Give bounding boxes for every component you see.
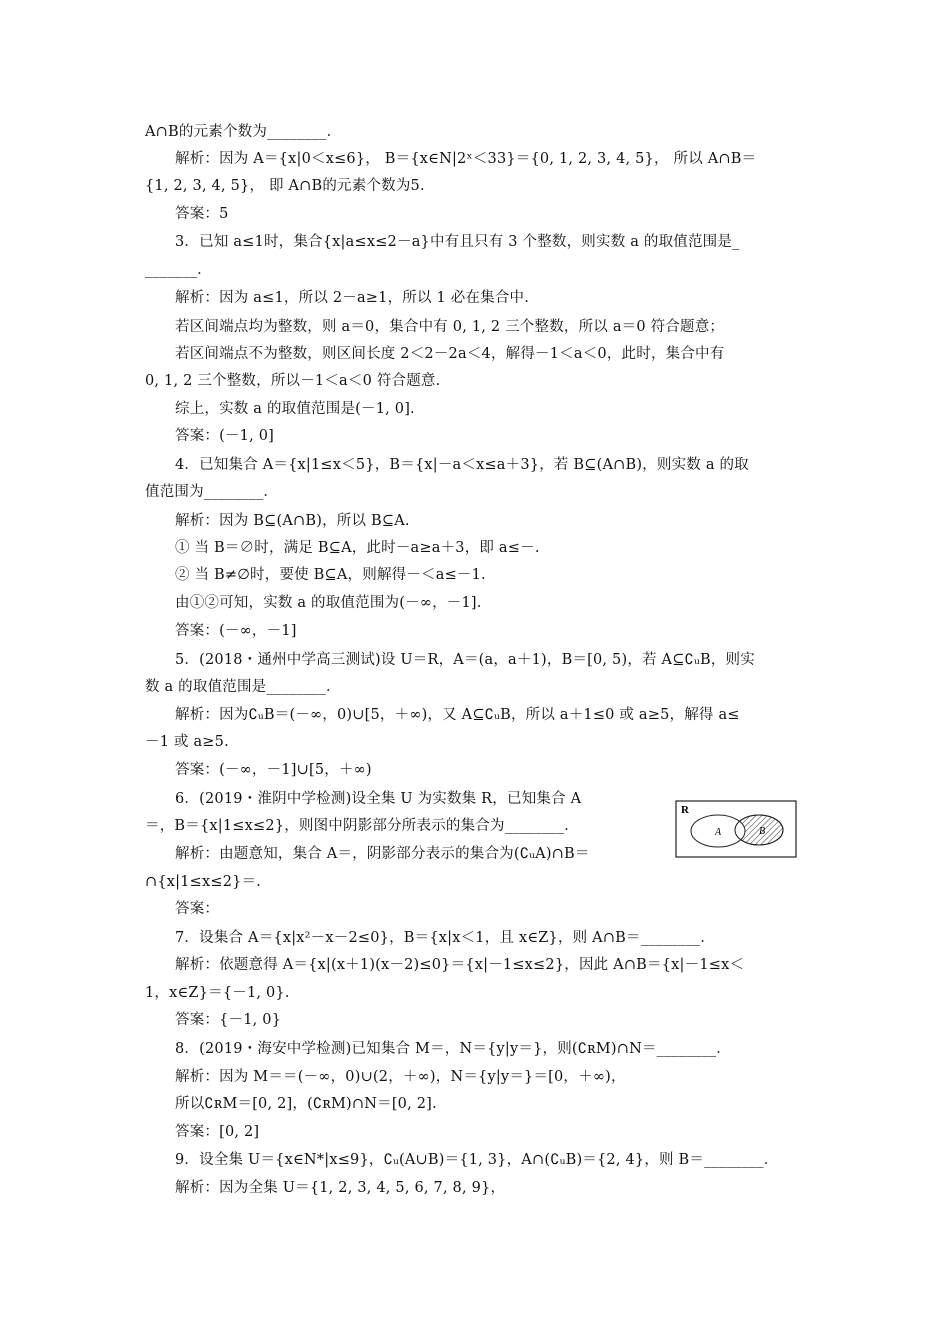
text-line: 由①②可知，实数 a 的取值范围为(－∞，－1]. [175,595,482,611]
text-line: 4．已知集合 A＝{x|1≤x＜5}，B＝{x|－a＜x≤a＋3}，若 B⊆(A∩B)，则实数 a 的取 [175,457,749,473]
text-line: 0, 1, 2 三个整数，所以－1＜a＜0 符合题意. [145,373,441,389]
text-line: ② 当 B≠∅时，要使 B⊆A，则解得－＜a≤－1. [175,567,486,583]
text-line: 答案：(－∞，－1] [175,623,297,639]
set-a-label: A [715,827,722,838]
text-line: 解析：依题意得 A＝{x|(x＋1)(x－2)≤0}＝{x|－1≤x≤2}，因此 A∩B＝{x|－1≤x＜ [175,957,745,973]
text-line: 值范围为________． [145,484,279,500]
text-line: {1, 2, 3, 4, 5}， 即 A∩B的元素个数为5. [145,178,425,194]
text-line: 5．(2018・通州中学高三测试)设 U＝R，A＝(a，a＋1)，B＝[0, 5)，若 A⊆∁ᵤB，则实 [175,652,755,668]
text-line: 答案：[0, 2] [175,1124,260,1140]
text-line: 解析：因为全集 U＝{1, 2, 3, 4, 5, 6, 7, 8, 9}， [175,1180,506,1196]
text-line: 答案：(－∞，－1]∪[5，＋∞) [175,762,372,778]
text-line: 8．(2019・海安中学检测)已知集合 M＝，N＝{y|y＝}，则(∁ʀM)∩N＝________． [175,1041,731,1057]
text-line: 所以∁ʀM＝[0, 2]，(∁ʀM)∩N＝[0, 2]. [175,1096,437,1112]
text-line: 解析：因为 a≤1，所以 2－a≥1，所以 1 必在集合中. [175,290,530,306]
text-line: 1，x∈Z}＝{－1, 0}. [145,985,290,1001]
text-line: ∩{x|1≤x≤2}＝. [145,874,262,890]
text-line: 解析：因为 B⊆(A∩B)，所以 B⊆A. [175,513,410,529]
text-line: 若区间端点均为整数，则 a＝0，集合中有 0, 1, 2 三个整数，所以 a＝0 符合题意； [175,319,725,335]
text-line: ＝，B＝{x|1≤x≤2}，则图中阴影部分所表示的集合为________． [145,818,579,834]
text-line: 数 a 的取值范围是________． [145,679,341,695]
text-line: 解析：因为 M＝＝(－∞，0)∪(2，＋∞)，N＝{y|y＝}＝[0，＋∞)， [175,1069,626,1085]
text-line: 答案： [175,901,220,917]
set-b-label: B [759,826,766,837]
text-line: 答案：5 [175,206,229,222]
text-line: 7．设集合 A＝{x|x²－x－2≤0}，B＝{x|x＜1，且 x∈Z}，则 A∩B＝________． [175,930,716,946]
text-line: _______． [145,262,212,278]
text-line: 综上，实数 a 的取值范围是(－1, 0]. [175,401,415,417]
text-line: 解析：由题意知，集合 A＝，阴影部分表示的集合为(∁ᵤA)∩B＝ [175,846,590,862]
text-line: ① 当 B＝∅时，满足 B⊆A，此时－a≥a＋3，即 a≤－. [175,540,540,556]
text-line: －1 或 a≥5. [145,734,229,750]
text-line: A∩B的元素个数为________． [145,124,342,140]
text-line: 9．设全集 U＝{x∈N*|x≤9}，∁ᵤ(A∪B)＝{1, 3}，A∩(∁ᵤB)＝{2, 4}，则 B＝________． [175,1152,779,1168]
text-line: 解析：因为∁ᵤB＝(－∞，0)∪[5，＋∞)，又 A⊆∁ᵤB，所以 a＋1≤0 或 a≥5，解得 a≤ [175,707,740,723]
text-line: 答案：(－1, 0] [175,428,274,444]
text-line: 6．(2019・淮阴中学检测)设全集 U 为实数集 R，已知集合 A [175,791,582,807]
text-line: 若区间端点不为整数，则区间长度 2＜2－2a＜4，解得－1＜a＜0，此时，集合中有 [175,346,725,362]
universe-label: R [681,804,689,816]
text-line: 解析：因为 A＝{x|0＜x≤6}， B＝{x∈N|2ˣ＜33}＝{0, 1, 2, 3, 4, 5}， 所以 A∩B＝ [175,151,757,167]
text-line: 答案：{－1, 0} [175,1012,282,1028]
venn-diagram [675,800,797,858]
text-line: 3．已知 a≤1时，集合{x|a≤x≤2－a}中有且只有 3 个整数，则实数 a 的取值范围是_ [175,234,740,250]
